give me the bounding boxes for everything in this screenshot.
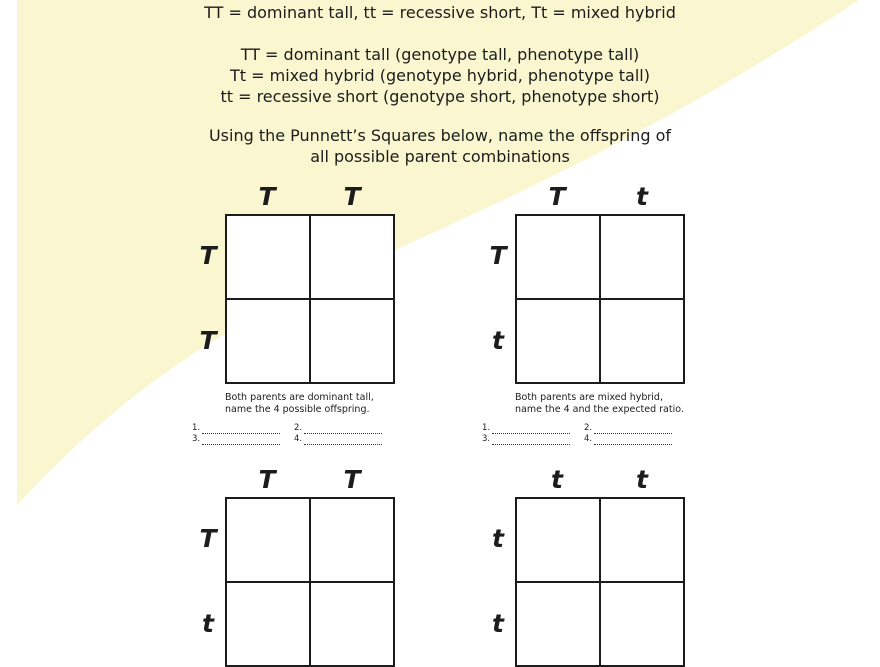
blank-number: 3. xyxy=(482,434,491,444)
punnett-cell[interactable] xyxy=(516,582,600,666)
side-allele-1: t xyxy=(492,524,504,553)
blank-number: 3. xyxy=(192,434,201,444)
punnett-cell[interactable] xyxy=(516,498,600,582)
punnett-grid xyxy=(225,497,395,667)
top-allele-1: T xyxy=(258,465,276,494)
punnett-cell[interactable] xyxy=(310,498,394,582)
blank-line xyxy=(304,436,382,445)
punnett-cell[interactable] xyxy=(226,498,310,582)
blank-line xyxy=(594,436,672,445)
side-allele-2: t xyxy=(492,609,504,638)
punnett-grid xyxy=(515,214,685,384)
caption-line-1: Both parents are dominant tall, xyxy=(225,392,374,403)
blank-number: 4. xyxy=(294,434,303,444)
blank-number: 2. xyxy=(294,423,303,433)
top-allele-1: t xyxy=(551,465,563,494)
genotype-tt-hybrid: Tt = mixed hybrid (genotype hybrid, phenotype tall) xyxy=(230,66,650,85)
side-allele-1: T xyxy=(489,241,507,270)
caption-line-2: name the 4 possible offspring. xyxy=(225,404,370,415)
side-allele-2: t xyxy=(492,326,504,355)
punnett-cell[interactable] xyxy=(600,299,684,383)
genotype-tt-dominant: TT = dominant tall (genotype tall, phenotype tall) xyxy=(240,45,640,64)
top-allele-2: T xyxy=(343,182,361,211)
key-line: TT = dominant tall, tt = recessive short, Tt = mixed hybrid xyxy=(204,3,676,22)
punnett-cell[interactable] xyxy=(310,215,394,299)
instruction-line-2: all possible parent combinations xyxy=(310,147,570,166)
side-allele-1: T xyxy=(199,524,217,553)
punnett-cell[interactable] xyxy=(226,299,310,383)
answer-blank-2[interactable] xyxy=(294,423,382,434)
side-allele-2: T xyxy=(199,326,217,355)
blank-number: 1. xyxy=(192,423,201,433)
answer-blank-1[interactable] xyxy=(482,423,570,434)
blank-line xyxy=(594,425,672,434)
blank-line xyxy=(492,436,570,445)
answer-blank-3[interactable] xyxy=(482,434,570,445)
blank-line xyxy=(304,425,382,434)
top-allele-2: t xyxy=(636,182,648,211)
blank-number: 2. xyxy=(584,423,593,433)
punnett-cell[interactable] xyxy=(600,215,684,299)
blank-number: 1. xyxy=(482,423,491,433)
punnett-cell[interactable] xyxy=(600,582,684,666)
blank-line xyxy=(202,436,280,445)
punnett-cell[interactable] xyxy=(516,299,600,383)
top-allele-2: t xyxy=(636,465,648,494)
punnett-cell[interactable] xyxy=(310,582,394,666)
side-allele-2: t xyxy=(202,609,214,638)
blank-line xyxy=(492,425,570,434)
caption-line-2: name the 4 and the expected ratio. xyxy=(515,404,684,415)
side-allele-1: T xyxy=(199,241,217,270)
instruction-line-1: Using the Punnett’s Squares below, name the offspring of xyxy=(208,126,672,145)
answer-blank-3[interactable] xyxy=(192,434,280,445)
answer-blank-1[interactable] xyxy=(192,423,280,434)
top-allele-1: T xyxy=(258,182,276,211)
top-allele-2: T xyxy=(343,465,361,494)
punnett-cell[interactable] xyxy=(600,498,684,582)
answer-blank-4[interactable] xyxy=(584,434,672,445)
answer-blank-4[interactable] xyxy=(294,434,382,445)
top-allele-1: T xyxy=(548,182,566,211)
blank-line xyxy=(202,425,280,434)
answer-blank-2[interactable] xyxy=(584,423,672,434)
punnett-grid xyxy=(515,497,685,667)
blank-number: 4. xyxy=(584,434,593,444)
punnett-cell[interactable] xyxy=(226,215,310,299)
genotype-tt-recessive: tt = recessive short (genotype short, phenotype short) xyxy=(220,87,660,106)
punnett-cell[interactable] xyxy=(310,299,394,383)
caption-line-1: Both parents are mixed hybrid, xyxy=(515,392,663,403)
punnett-cell[interactable] xyxy=(226,582,310,666)
punnett-grid xyxy=(225,214,395,384)
punnett-cell[interactable] xyxy=(516,215,600,299)
